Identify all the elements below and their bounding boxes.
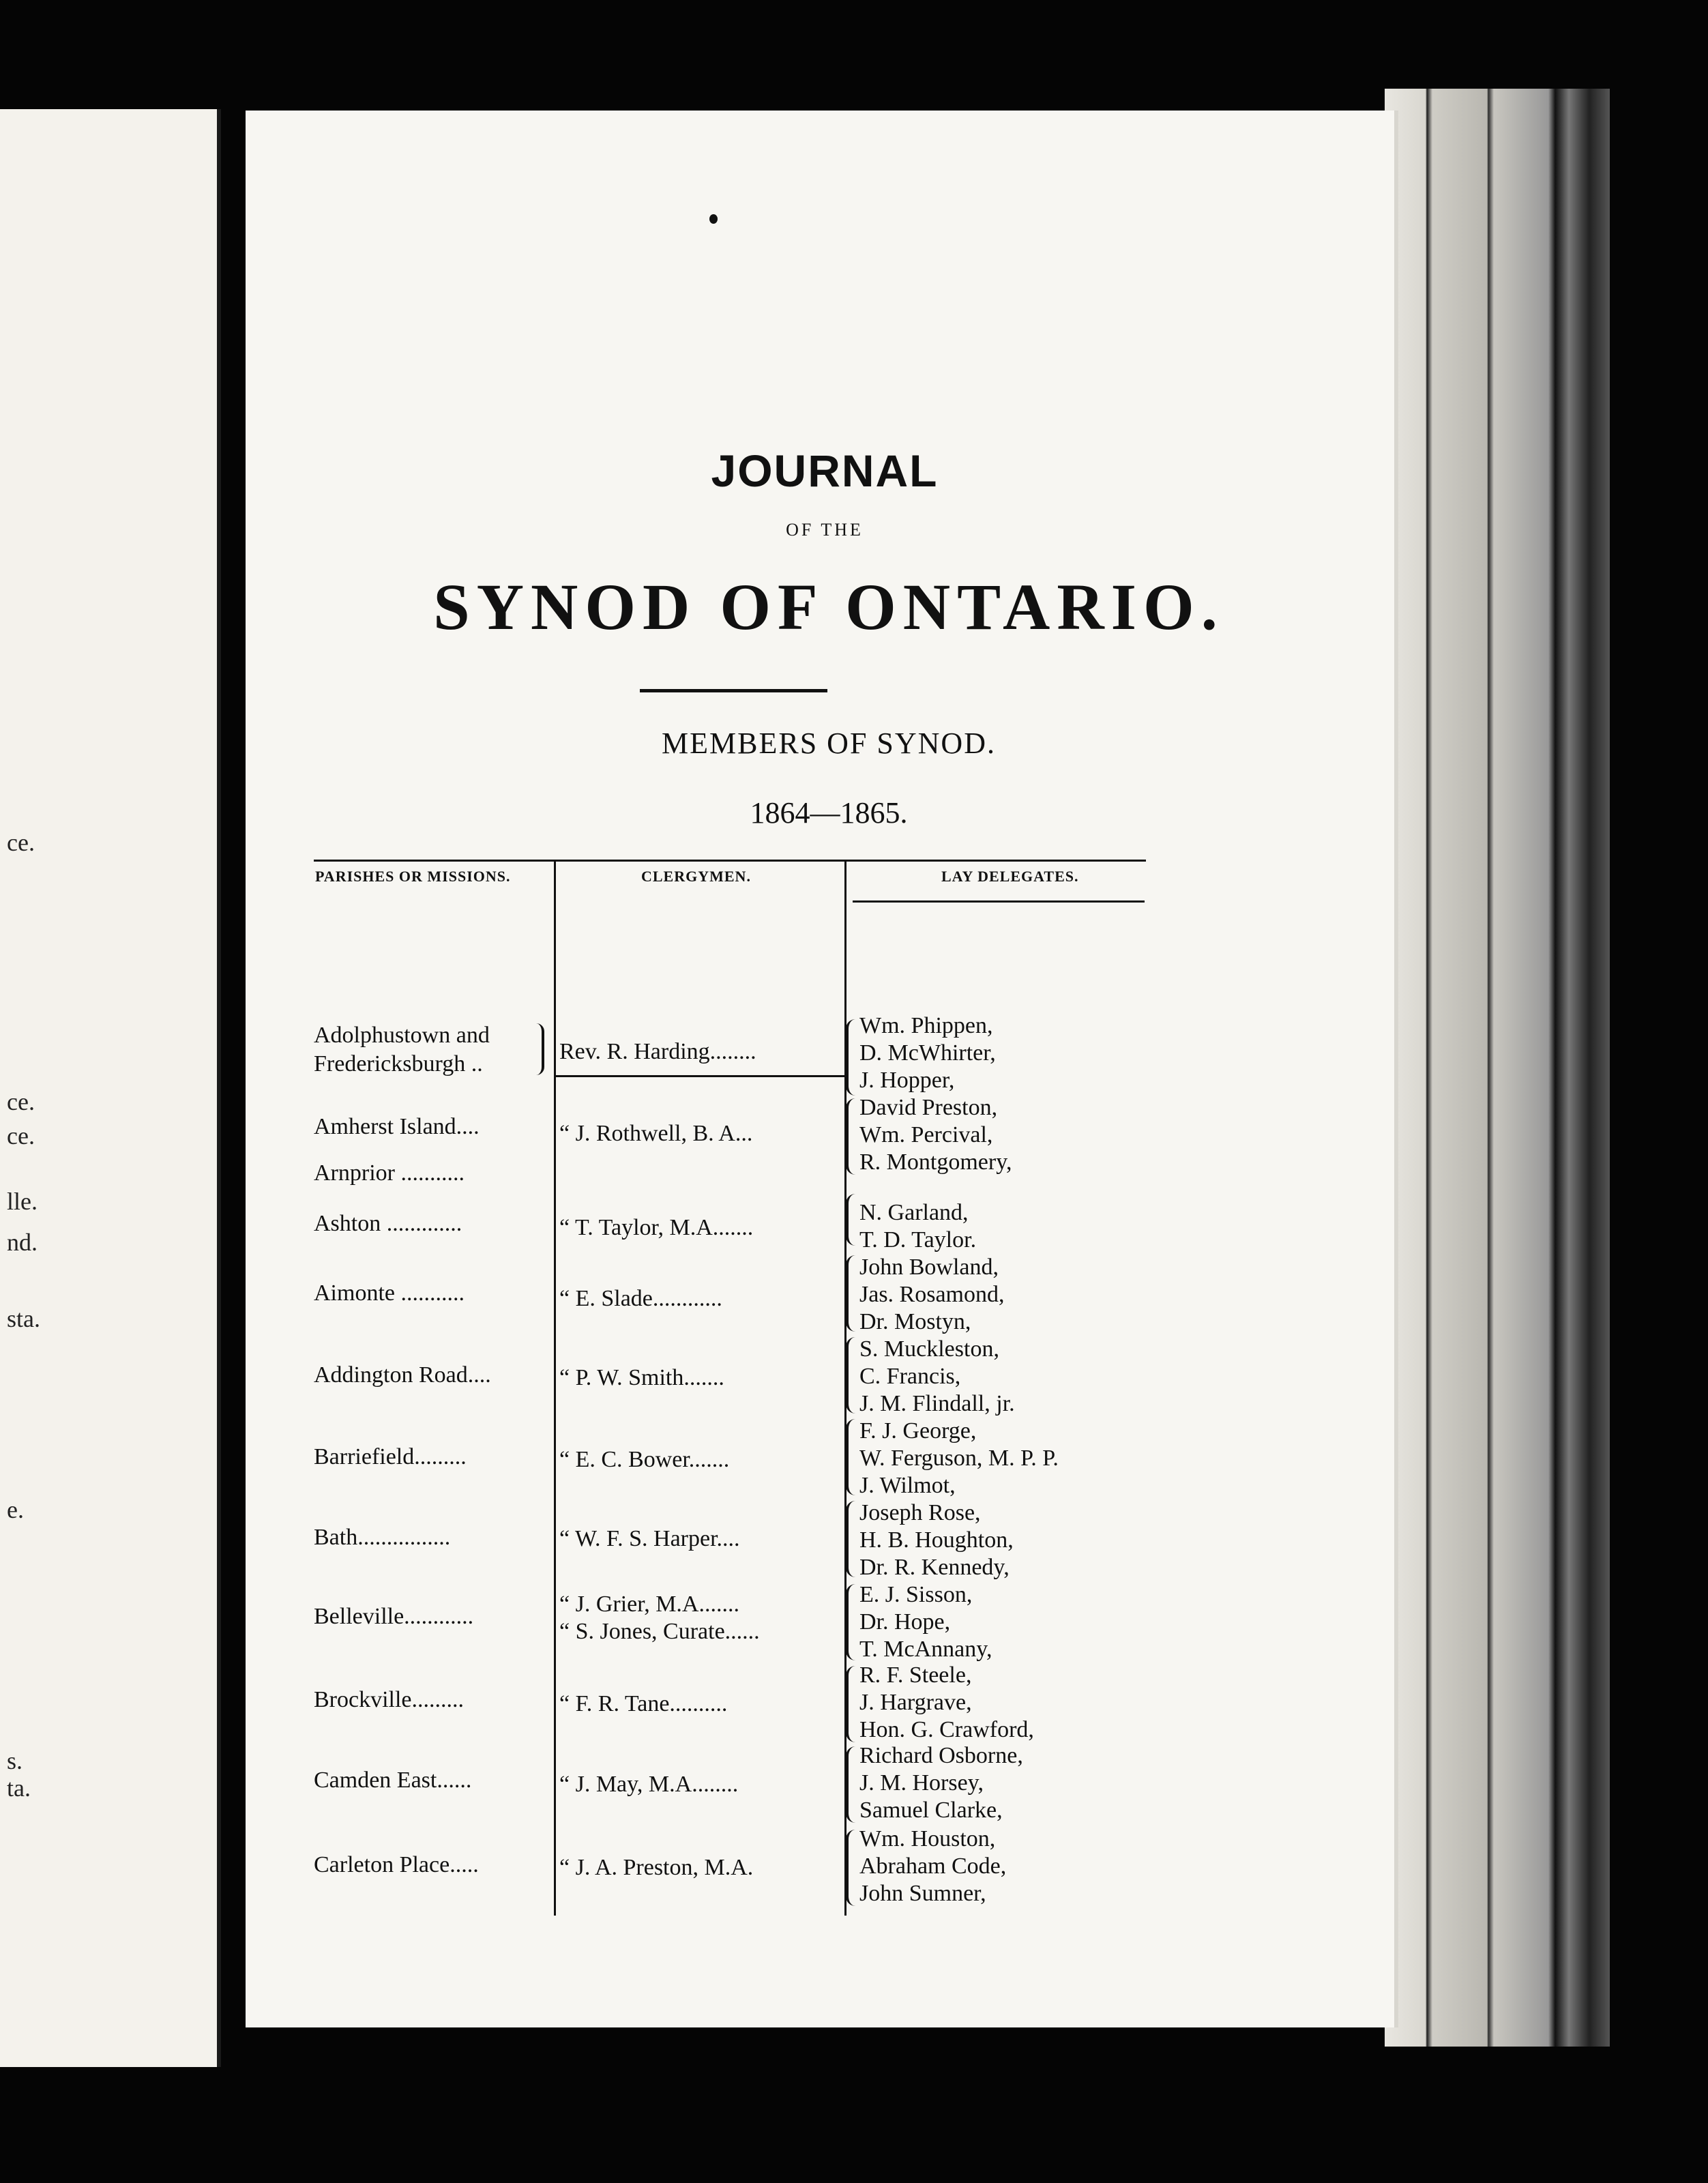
lay-cell: Dr. Hope,: [859, 1609, 951, 1635]
journal-page: [246, 111, 1398, 2027]
lay-cell: J. Wilmot,: [859, 1473, 956, 1498]
parish-cell: Barriefield.........: [314, 1444, 467, 1469]
clergy-cell: Rev. R. Harding........: [559, 1039, 756, 1064]
lay-cell: John Bowland,: [859, 1255, 999, 1280]
lay-cell: J. Hopper,: [859, 1068, 955, 1093]
clergy-cell: “ J. Rothwell, B. A...: [559, 1121, 753, 1146]
page-edges: [1385, 89, 1610, 2047]
lay-cell: Jas. Rosamond,: [859, 1282, 1005, 1307]
header-clergymen: CLERGYMEN.: [641, 868, 751, 885]
year-range: 1864—1865.: [750, 796, 908, 830]
left-page-fragment: ta.: [7, 1774, 31, 1802]
parish-cell: Arnprior ...........: [314, 1160, 465, 1186]
title-rule: [640, 689, 827, 692]
left-page-fragment: lle.: [7, 1188, 38, 1215]
clergy-cell: “ E. Slade............: [559, 1286, 722, 1311]
left-page-fragment: sta.: [7, 1305, 40, 1332]
clergy-cell: “ P. W. Smith.......: [559, 1365, 724, 1390]
left-page-fragment: ce.: [7, 829, 35, 856]
parish-cell: Adolphustown and: [314, 1023, 490, 1048]
lay-cell: John Sumner,: [859, 1881, 986, 1906]
parish-cell: Amherst Island....: [314, 1114, 480, 1139]
left-page-fragment: s.: [7, 1747, 23, 1774]
lay-cell: F. J. George,: [859, 1418, 977, 1444]
parish-cell: Addington Road....: [314, 1362, 491, 1388]
lay-cell: D. McWhirter,: [859, 1040, 996, 1066]
lay-cell: T. D. Taylor.: [859, 1227, 977, 1252]
clergy-cell: “ W. F. S. Harper....: [559, 1526, 740, 1551]
clergy-cell: “ J. May, M.A........: [559, 1772, 739, 1797]
lay-cell: David Preston,: [859, 1095, 998, 1120]
lay-cell: Joseph Rose,: [859, 1500, 981, 1525]
header-parishes: PARISHES OR MISSIONS.: [315, 868, 511, 885]
lay-cell: H. B. Houghton,: [859, 1527, 1014, 1553]
lay-cell: Wm. Houston,: [859, 1826, 996, 1851]
left-page-fragment: e.: [7, 1496, 24, 1523]
lay-cell: Richard Osborne,: [859, 1743, 1023, 1768]
header-rule: [314, 860, 1146, 862]
lay-cell: Wm. Phippen,: [859, 1013, 993, 1038]
parish-cell: Brockville.........: [314, 1687, 465, 1712]
clergy-cell: “ J. Grier, M.A.......: [559, 1592, 739, 1617]
header-lay-delegates: LAY DELEGATES.: [941, 868, 1079, 885]
brace-icon: [531, 1023, 544, 1075]
section-heading: MEMBERS OF SYNOD.: [662, 727, 996, 760]
parish-cell: Belleville............: [314, 1604, 474, 1629]
title-connector: OF THE: [786, 520, 864, 540]
parish-cell: Bath................: [314, 1525, 451, 1550]
lay-cell: R. Montgomery,: [859, 1149, 1012, 1175]
page-title: JOURNAL: [711, 445, 939, 496]
parish-cell: Aimonte ...........: [314, 1280, 465, 1306]
lay-cell: Wm. Percival,: [859, 1122, 993, 1147]
clergy-cell: “ F. R. Tane..........: [559, 1691, 728, 1716]
lay-cell: R. F. Steele,: [859, 1662, 972, 1688]
lay-cell: J. M. Flindall, jr.: [859, 1391, 1015, 1416]
lay-cell: S. Muckleston,: [859, 1336, 999, 1362]
printer-dot: [709, 214, 718, 224]
lay-cell: Abraham Code,: [859, 1854, 1007, 1879]
lay-cell: Dr. Mostyn,: [859, 1309, 971, 1334]
parish-cell: Ashton .............: [314, 1211, 462, 1236]
lay-cell: W. Ferguson, M. P. P.: [859, 1446, 1059, 1471]
clergy-cell: “ E. C. Bower.......: [559, 1447, 730, 1472]
parish-cell: Fredericksburgh ..: [314, 1051, 483, 1076]
lay-cell: Dr. R. Kennedy,: [859, 1555, 1010, 1580]
lay-cell: N. Garland,: [859, 1200, 969, 1225]
parish-cell: Camden East......: [314, 1768, 472, 1793]
lay-cell: J. Hargrave,: [859, 1690, 972, 1715]
lay-cell: Samuel Clarke,: [859, 1798, 1003, 1823]
clergy-cell: “ T. Taylor, M.A.......: [559, 1215, 754, 1240]
row-rule: [554, 1075, 846, 1077]
left-page-fragment: nd.: [7, 1229, 38, 1256]
lay-cell: C. Francis,: [859, 1364, 961, 1389]
left-page-fragment: ce.: [7, 1088, 35, 1115]
left-page-edge: [0, 109, 221, 2067]
members-table: [314, 860, 1146, 1917]
lay-cell: E. J. Sisson,: [859, 1582, 973, 1607]
column-divider: [554, 860, 556, 1916]
header-rule-lay: [853, 900, 1145, 903]
parish-cell: Carleton Place.....: [314, 1852, 479, 1877]
left-page-fragment: ce.: [7, 1122, 35, 1149]
lay-cell: Hon. G. Crawford,: [859, 1717, 1034, 1742]
lay-cell: T. McAnnany,: [859, 1637, 992, 1662]
synod-title: SYNOD OF ONTARIO.: [433, 570, 1224, 643]
lay-cell: J. M. Horsey,: [859, 1770, 984, 1796]
clergy-cell: “ J. A. Preston, M.A.: [559, 1855, 754, 1880]
clergy-cell: “ S. Jones, Curate......: [559, 1619, 760, 1644]
